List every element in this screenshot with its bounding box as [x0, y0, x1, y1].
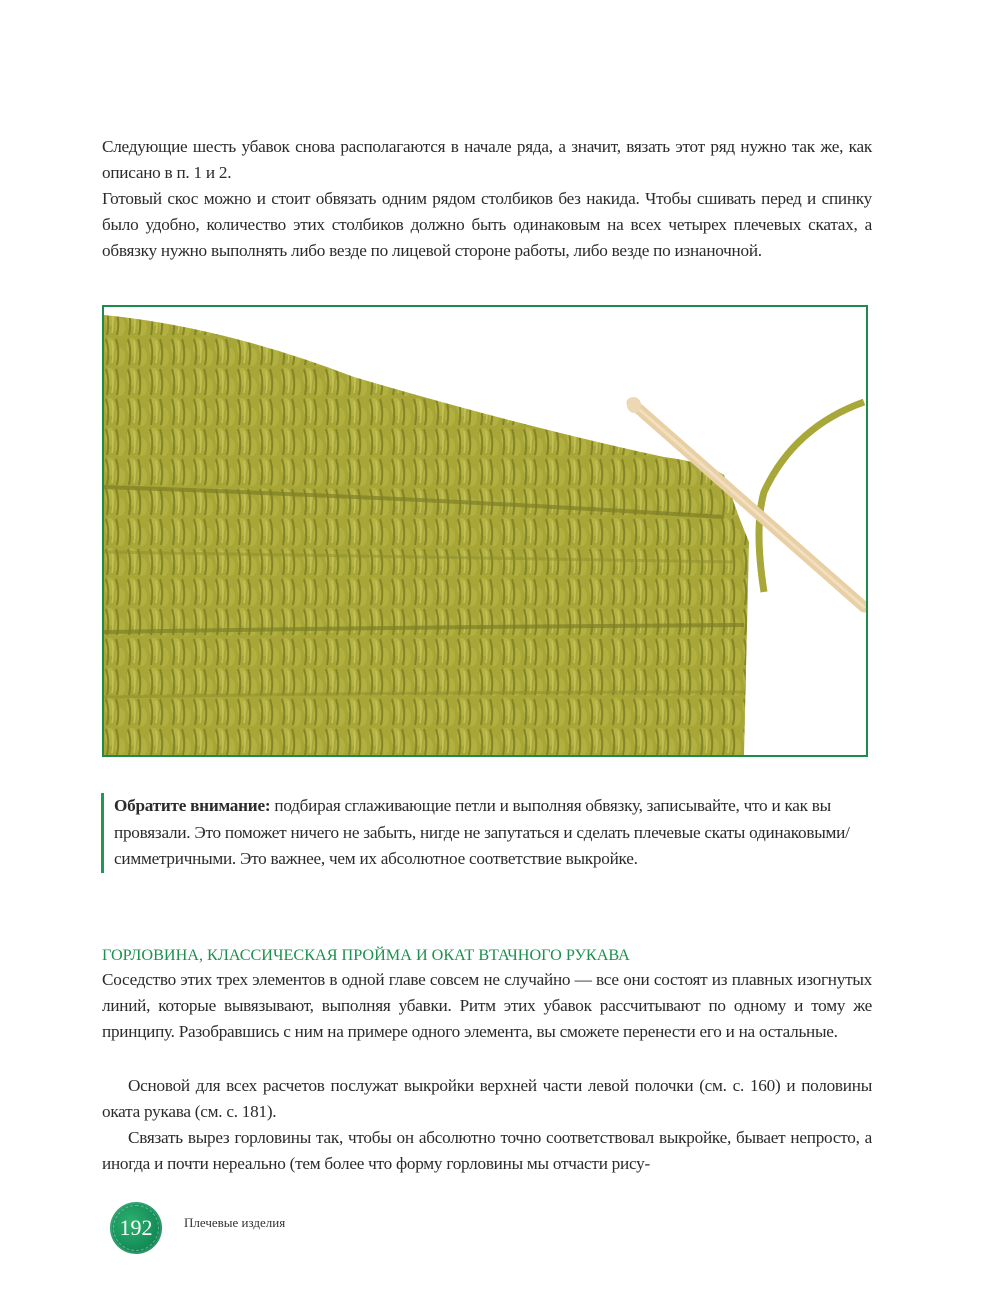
note-text: подбирая сглаживающие петли и выполняя обвязку, записывайте, что и как вы провязали. Это поможет ничего не забыть, нигде не запутаться и сделать плечевые скаты одинаковыми/симметричными. Это важнее, чем их абсолютное соответствие выкройке. [114, 796, 850, 868]
note-callout [101, 793, 884, 873]
section-heading: ГОРЛОВИНА, КЛАССИЧЕСКАЯ ПРОЙМА И ОКАТ ВТАЧНОГО РУКАВА [102, 946, 630, 964]
running-footer: Плечевые изделия [184, 1215, 286, 1230]
body-paragraph: Готовый скос можно и стоит обвязать одним рядом столбиков без накида. Чтобы сшивать перед и спинку было удобно, количество этих столбиков должно быть одинаковым на всех четырех плечевых скатах, а обвязку нужно выполнять либо везде по лицевой стороне работы, либо везде по изнаночной. [102, 189, 872, 260]
crochet-fabric [104, 315, 749, 755]
body-paragraph: Следующие шесть убавок снова располагаются в начале ряда, а значит, вязать этот ряд нужно так же, как описано в п. 1 и 2. [102, 137, 872, 182]
crochet-photo [102, 305, 868, 757]
page-number: 192 [119, 1215, 153, 1240]
body-paragraph: Основой для всех расчетов послужат выкройки верхней части левой полочки (см. с. 160) и половины оката рукава (см. с. 181). [102, 1076, 872, 1121]
crochet-illustration [104, 307, 866, 755]
body-paragraph: Связать вырез горловины так, чтобы он абсолютно точно соответствовал выкройке, бывает непросто, а иногда и почти нереально (тем более что форму горловины мы отчасти рису- [102, 1128, 872, 1173]
body-paragraph: Соседство этих трех элементов в одной главе совсем не случайно — все они состоят из плавных изогнутых линий, которые вывязывают, выполняя убавки. Ритм этих убавок рассчитывают по одному и тому же принципу. Разобравшись с ним на примере одного элемента, вы сможете перенести его и на остальные. [102, 970, 872, 1041]
page-number-badge [110, 1202, 162, 1254]
note-label: Обратите внимание: [114, 796, 271, 815]
